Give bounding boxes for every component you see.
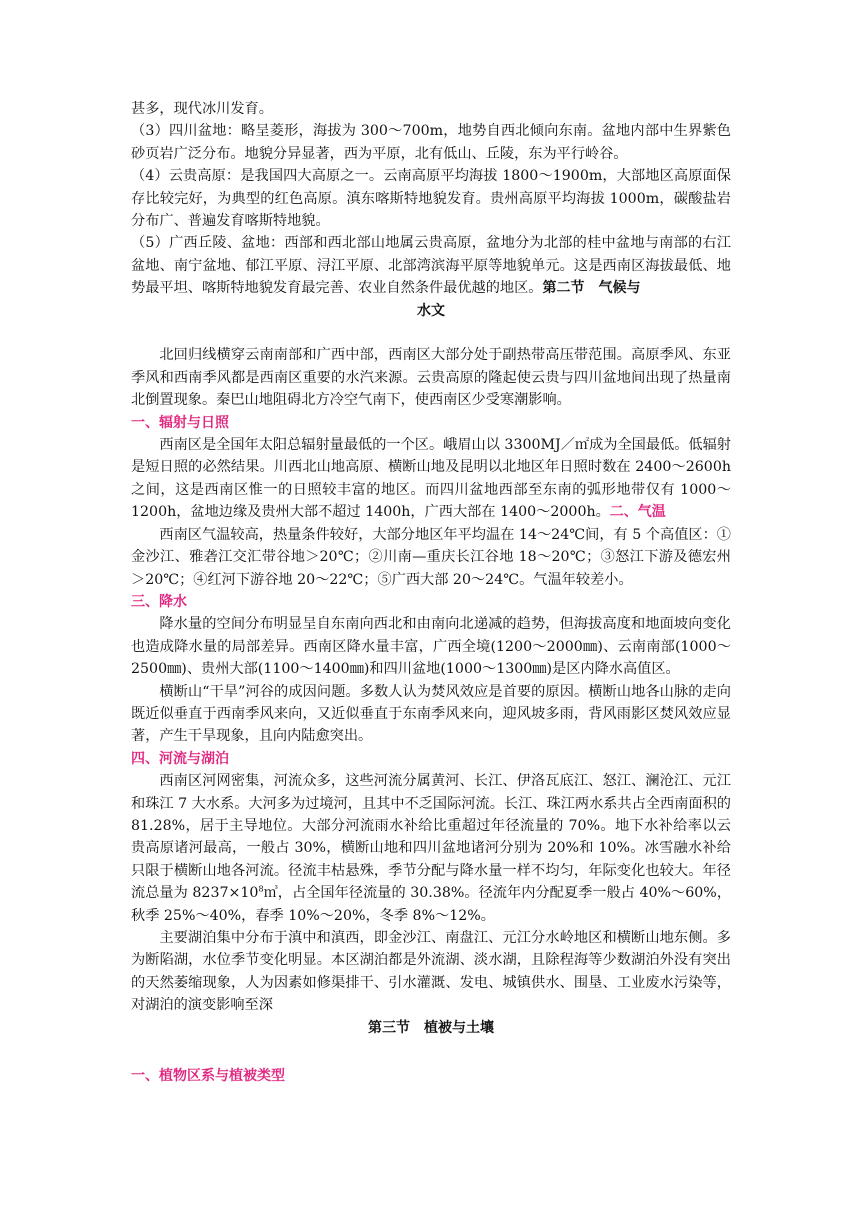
document-page: [131, 98, 731, 1087]
paragraph-hengduan: 横断山“干旱”河谷的成因问题。多数人认为焚风效应是首要的原因。横断山地各山脉的走向既近似垂直于西南季风来向，又近似垂直于东南季风来向，迎风坡多雨，背风雨影区焚风效应显著，产生干旱现象，且向内陆愈突出。: [131, 683, 731, 745]
heading-precipitation: 三、降水: [131, 593, 187, 610]
heading-radiation: 一、辐射与日照: [131, 414, 229, 431]
blank-line: [131, 1039, 731, 1065]
paragraph-temperature: 西南区气温较高，热量条件较好，大部分地区年平均温在 14～24℃间，有 5 个高值区：①金沙江、雅砻江交汇带谷地＞20℃；②川南—重庆长江谷地 18～20℃；③怒江下游及德宏州＞20℃；④红河下游谷地 20～22℃；⑤广西大部 20～24℃。气温年较差小。: [131, 526, 731, 588]
paragraph-glacier: 甚多，现代冰川发育。: [131, 101, 273, 117]
paragraph-radiation: [131, 434, 731, 524]
paragraph-guangxi-text: （5）广西丘陵、盆地：西部和西北部山地属云贵高原，盆地分为北部的桂中盆地与南部的右江盆地、南宁盆地、郁江平原、浔江平原、北部湾滨海平原等地貌单元。这是西南区海拔最低、地势最平坦、喀斯特地貌发育最完善、农业自然条件最优越的地区。: [131, 235, 731, 297]
blank-line: [131, 322, 731, 344]
paragraph-radiation-text: 西南区是全国年太阳总辐射量最低的一个区。峨眉山以 3300MJ／㎡成为全国最低。低辐射是短日照的必然结果。川西北山地高原、横断山地及昆明以北地区年日照时数在 2400～2600h 之间，这是西南区惟一的日照较丰富的地区。而四川盆地西部至东南的弧形地带仅有 1000～1200h，盆地边缘及贵州大部不超过 1400h，广西大部在 1400～2000h。: [131, 437, 731, 521]
paragraph-climate-intro: 北回归线横穿云南南部和广西中部，西南区大部分处于副热带高压带范围。高原季风、东亚季风和西南季风都是西南区重要的水汽来源。云贵高原的隆起使云贵与四川盆地间出现了热量南北倒置现象。秦巴山地阻碍北方冷空气南下，使西南区少受寒潮影响。: [131, 347, 731, 409]
exponent: 8: [258, 884, 264, 894]
heading-temperature: 二、气温: [609, 504, 666, 521]
paragraph-yungui-plateau: （4）云贵高原：是我国四大高原之一。云南高原平均海拔 1800～1900m，大部地区高原面保存比较完好，为典型的红色高原。滇东喀斯特地貌发育。贵州高原平均海拔 1000m，碳酸盐岩分布广、普遍发育喀斯特地貌。: [131, 168, 731, 230]
paragraph-sichuan-basin: （3）四川盆地：略呈菱形，海拔为 300～700m，地势自西北倾向东南。盆地内部中生界紫色砂页岩广泛分布。地貌分异显著，西为平原，北有低山、丘陵，东为平行岭谷。: [131, 123, 731, 162]
section-2-title-part2: 水文: [417, 302, 445, 319]
heading-rivers-lakes: 四、河流与湖泊: [131, 750, 229, 767]
heading-plants: 一、植物区系与植被类型: [131, 1068, 285, 1085]
paragraph-lakes: 主要湖泊集中分布于滇中和滇西，即金沙江、南盘江、元江分水岭地区和横断山地东侧。多为断陷湖，水位季节变化明显。本区湖泊都是外流湖、淡水湖，且除程海等少数湖泊外没有突出的天然萎缩现象，人为因素如修渠排干、引水灌溉、发电、城镇供水、围垦、工业废水污染等，对湖泊的演变影响至深: [131, 930, 731, 1014]
section-2-title-part1: 第二节 气候与: [542, 280, 641, 297]
section-3-title: 第三节 植被与土壤: [368, 1019, 494, 1036]
paragraph-precipitation: 降水量的空间分布明显呈自东南向西北和由南向北递减的趋势，但海拔高度和地面坡向变化也造成降水量的局部差异。西南区降水量丰富，广西全境(1200～2000㎜)、云南南部(1000～2500㎜)、贵州大部(1100～1400㎜)和四川盆地(1000～1300㎜)是区内降水高值区。: [131, 616, 731, 678]
paragraph-rivers: [131, 770, 731, 927]
paragraph-rivers-text-a: 西南区河网密集，河流众多，这些河流分属黄河、长江、伊洛瓦底江、怒江、澜沧江、元江和珠江 7 大水系。大河多为过境河，且其中不乏国际河流。长江、珠江两水系共占全西南面积的 81.28%，居于主导地位。大部分河流雨水补给比重超过年径流量的 70%。地下水补给率以云贵高原诸河最高，一般占 30%，横断山地和四川盆地诸河分别为 20%和 10%。冰雪融水补给只限于横断山地各河流。径流丰枯悬殊，季节分配与降水量一样不均匀，年际变化也较大。年径流总量为 8237×10: [131, 773, 731, 902]
paragraph-guangxi: [131, 232, 731, 299]
paragraph-rivers-text-b: ㎥，占全国年径流量的 30.38%。径流年内分配夏季一般占 40%～60%，秋季 25%～40%，春季 10%～20%，冬季 8%～12%。: [131, 885, 732, 924]
